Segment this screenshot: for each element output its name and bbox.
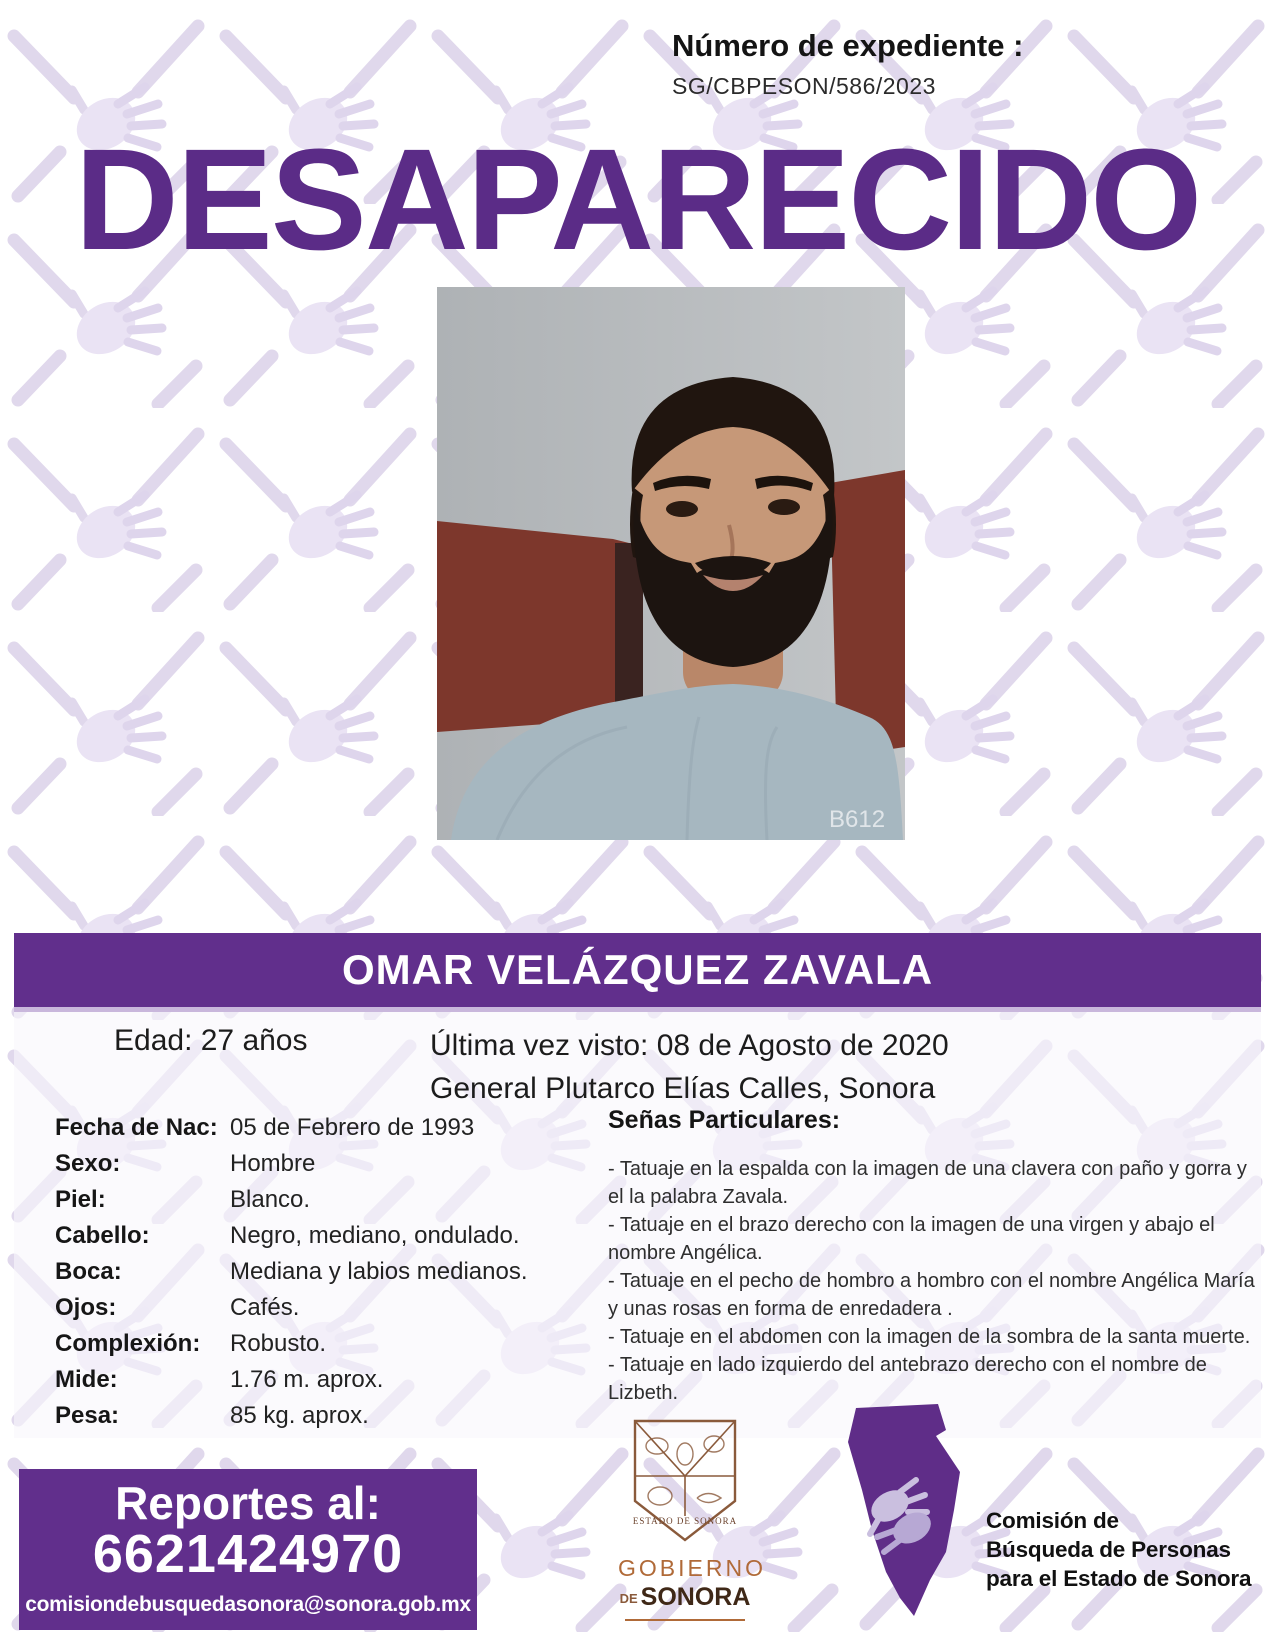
gobierno-sonora-logo — [618, 1416, 766, 1621]
de-text: DE — [619, 1591, 638, 1606]
expediente-label: Número de expediente : — [672, 28, 1024, 63]
detail-value: Hombre — [230, 1150, 316, 1177]
photo-left-wall — [437, 521, 642, 732]
table-row — [55, 1402, 595, 1438]
name-banner — [14, 933, 1261, 1012]
person-eye-right — [768, 499, 800, 515]
reports-phone: 6621424970 — [92, 1524, 404, 1585]
detail-value: 05 de Febrero de 1993 — [230, 1114, 475, 1141]
expediente-number: SG/CBPESON/586/2023 — [672, 73, 936, 99]
table-row — [55, 1186, 595, 1222]
person-name: OMAR VELÁZQUEZ ZAVALA — [341, 946, 934, 993]
detail-value: Robusto. — [230, 1330, 327, 1357]
expediente-block — [672, 28, 1023, 100]
senas-item: - Tatuaje en el pecho de hombro a hombro con el nombre Angélica María y unas rosas en forma de enredadera . — [608, 1270, 1255, 1320]
detail-label: Ojos: — [55, 1294, 117, 1321]
detail-value: 1.76 m. aprox. — [230, 1366, 384, 1393]
comision-line3: para el Estado de Sonora — [986, 1566, 1252, 1591]
estado-sonora-caption: ESTADO DE SONORA — [632, 1516, 738, 1526]
detail-value: 85 kg. aprox. — [230, 1402, 369, 1429]
table-row — [55, 1150, 595, 1186]
detail-value: Blanco. — [230, 1186, 311, 1213]
comision-state-hands-icon — [842, 1402, 966, 1620]
missing-person-photo — [437, 287, 905, 840]
details-table — [55, 1114, 595, 1438]
last-seen-place: General Plutarco Elías Calles, Sonora — [430, 1072, 936, 1105]
senas-title: Señas Particulares: — [608, 1106, 841, 1134]
comision-line1: Comisión de — [986, 1508, 1119, 1533]
person-eye-left — [666, 501, 698, 517]
senas-item: - Tatuaje en lado izquierdo del antebrazo derecho con el nombre de Lizbeth. — [608, 1354, 1207, 1404]
photo-watermark: B612 — [829, 806, 886, 833]
de-sonora-text — [618, 1583, 752, 1612]
detail-label: Pesa: — [55, 1402, 120, 1429]
detail-label: Boca: — [55, 1258, 122, 1285]
table-row — [55, 1114, 595, 1150]
table-row — [55, 1366, 595, 1402]
headline-desaparecido: DESAPARECIDO — [74, 119, 1201, 280]
age-text: Edad: 27 años — [114, 1024, 308, 1057]
comision-wordmark — [986, 1506, 1251, 1593]
senas-item: - Tatuaje en la espalda con la imagen de una clavera con paño y gorra y el la palabra Zavala. — [608, 1158, 1247, 1208]
table-row — [55, 1294, 595, 1330]
table-row — [55, 1330, 595, 1366]
detail-label: Sexo: — [55, 1150, 121, 1177]
senas-item: - Tatuaje en el abdomen con la imagen de la sombra de la santa muerte. — [608, 1326, 1251, 1348]
detail-value: Negro, mediano, ondulado. — [230, 1222, 520, 1249]
detail-value: Mediana y labios medianos. — [230, 1258, 528, 1285]
detail-label: Piel: — [55, 1186, 106, 1213]
gobierno-text: GOBIERNO — [618, 1555, 766, 1581]
detail-label: Complexión: — [55, 1330, 201, 1357]
last-seen-block — [430, 1024, 949, 1110]
detail-label: Cabello: — [55, 1222, 150, 1249]
reports-email: comisiondebusquedasonora@sonora.gob.mx — [25, 1593, 471, 1617]
reports-box — [19, 1469, 477, 1630]
table-row — [55, 1222, 595, 1258]
detail-label: Mide: — [55, 1366, 118, 1393]
reports-label: Reportes al: — [115, 1477, 381, 1529]
sonora-text: SONORA — [640, 1583, 751, 1611]
table-row — [55, 1258, 595, 1294]
logo-underline — [625, 1619, 745, 1621]
detail-value: Cafés. — [230, 1294, 300, 1321]
senas-particulares — [608, 1106, 1256, 1407]
last-seen-text: Última vez visto: 08 de Agosto de 2020 — [430, 1029, 949, 1062]
comision-line2: Búsqueda de Personas — [986, 1537, 1231, 1562]
detail-label: Fecha de Nac: — [55, 1114, 218, 1141]
senas-item: - Tatuaje en el brazo derecho con la imagen de una virgen y abajo el nombre Angélica. — [608, 1214, 1215, 1264]
sonora-shield-icon — [627, 1416, 743, 1544]
